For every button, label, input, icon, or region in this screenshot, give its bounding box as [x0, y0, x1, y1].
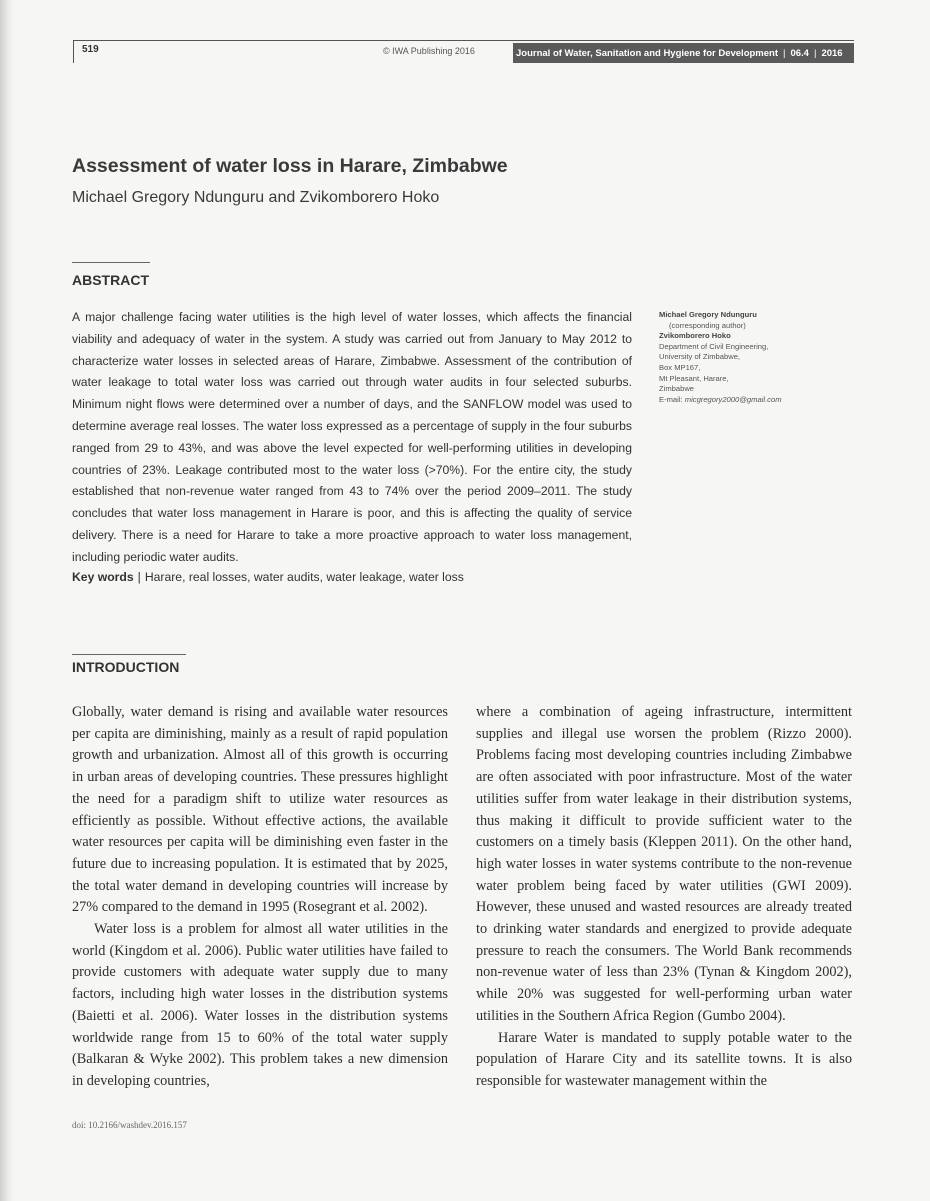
article-title: Assessment of water loss in Harare, Zimbabwe [72, 155, 508, 177]
affiliation-city: Mt Pleasant, Harare, [659, 373, 729, 383]
doi-line[interactable]: doi: 10.2166/washdev.2016.157 [72, 1120, 187, 1130]
introduction-rule [72, 654, 186, 655]
email-label: E-mail: [659, 394, 683, 404]
keywords-label: Key words [72, 570, 134, 584]
abstract-rule [72, 262, 150, 263]
affiliation-box: Box MP167, [659, 362, 701, 372]
keywords-line [72, 570, 632, 584]
corresponding-note: (corresponding author) [669, 320, 746, 330]
article-authors: Michael Gregory Ndunguru and Zvikomborero Hoko [72, 189, 440, 206]
body-column-left [72, 702, 448, 1093]
body-column-right [476, 702, 852, 1093]
introduction-heading: INTRODUCTION [72, 659, 180, 675]
intro-paragraph-3: where a combination of ageing infrastructure, intermittent supplies and illegal use worsen the problem (Rizzo 2000). Problems facing most developing countries including Zimbabwe are often associated with poor infrastructure. Most of the water utilities suffer from water leakage in their distribution systems, thus making it difficult to provide sufficient water to the customers on a timely basis (Kleppen 2011). On the other hand, high water losses in water systems contribute to the non-revenue water problem being faced by water utilities (GWI 2009). However, these unused and wasted resources are already treated to drinking water standards and energized to provide adequate pressure to reach the consumers. The World Bank recommends non-revenue water of less than 23% (Tynan & Kingdom 2002), while 20% was suggested for well-performing urban water utilities in the Southern Africa Region (Gumbo 2004). [476, 704, 852, 1024]
abstract-heading: ABSTRACT [72, 272, 149, 288]
affiliation-university: University of Zimbabwe, [659, 352, 741, 362]
journal-banner [513, 43, 854, 63]
banner-separator: | [813, 47, 817, 59]
intro-paragraph-1: Globally, water demand is rising and available water resources per capita are diminishing, mainly as a result of rapid population growth and urbanization. Almost all of this growth is occurring in urban areas of developing countries. These pressures highlight the need for a paradigm shift to utilize water resources as efficiently as possible. Without effective actions, the available water resources per capita will be diminishing even faster in the future due to increasing population. It is estimated that by 2025, the total water demand in developing countries will increase by 27% compared to the demand in 1995 (Rosegrant et al. 2002). [72, 704, 448, 916]
author-affiliation [659, 310, 849, 405]
banner-separator: | [783, 47, 786, 59]
keywords-list: Harare, real losses, water audits, water leakage, water loss [144, 570, 464, 584]
abstract-text: A major challenge facing water utilities is the high level of water losses, which affects the financial viability and adequacy of water in the system. A study was carried out from January to May 2012 to characterize water losses in selected areas of Harare, Zimbabwe. Assessment of the contribution of water leakage to total water loss was carried out through water audits in four selected suburbs. Minimum night flows were determined over a number of days, and the SANFLOW model was used to determine average real losses. The water loss expressed as a percentage of supply in the four suburbs ranged from 29 to 43%, and was above the level expected for well-performing utilities in developing countries of 23%. Leakage contributed most to the water loss (>70%). For the entire city, the study established that non-revenue water ranged from 43 to 74% over the period 2009–2011. The study concludes that water loss management in Harare is poor, and this is affecting the quality of service delivery. There is a need for Harare to take a more proactive approach to water loss management, including periodic water audits. [72, 310, 632, 564]
journal-name: Journal of Water, Sanitation and Hygiene for Development [516, 47, 778, 59]
affiliation-department: Department of Civil Engineering, [659, 341, 769, 351]
affiliation-country: Zimbabwe [659, 384, 695, 394]
journal-year: 2016 [821, 47, 843, 59]
affiliation-author-1: Michael Gregory Ndunguru [659, 310, 757, 319]
email-address[interactable]: micgregory2000@gmail.com [684, 394, 782, 404]
publisher-line: © IWA Publishing 2016 [383, 46, 475, 56]
page-number: 519 [82, 44, 99, 55]
keywords-separator: | [137, 570, 141, 584]
journal-volume: 06.4 [790, 47, 809, 59]
affiliation-author-2: Zvikomborero Hoko [659, 331, 731, 341]
scan-page-edge [0, 0, 14, 1201]
intro-paragraph-2: Water loss is a problem for almost all water utilities in the world (Kingdom et al. 2006). Public water utilities have failed to provide customers with adequate water supply due to many factors, including high water losses in the distribution systems (Baietti et al. 2006). Water losses in the distribution systems worldwide range from 15 to 60% of the total water supply (Balkaran & Wyke 2002). This problem takes a new dimension in developing countries, [72, 921, 448, 1089]
intro-paragraph-4: Harare Water is mandated to supply potable water to the population of Harare City and its satellite towns. It is also responsible for wastewater management within the [476, 1029, 852, 1089]
